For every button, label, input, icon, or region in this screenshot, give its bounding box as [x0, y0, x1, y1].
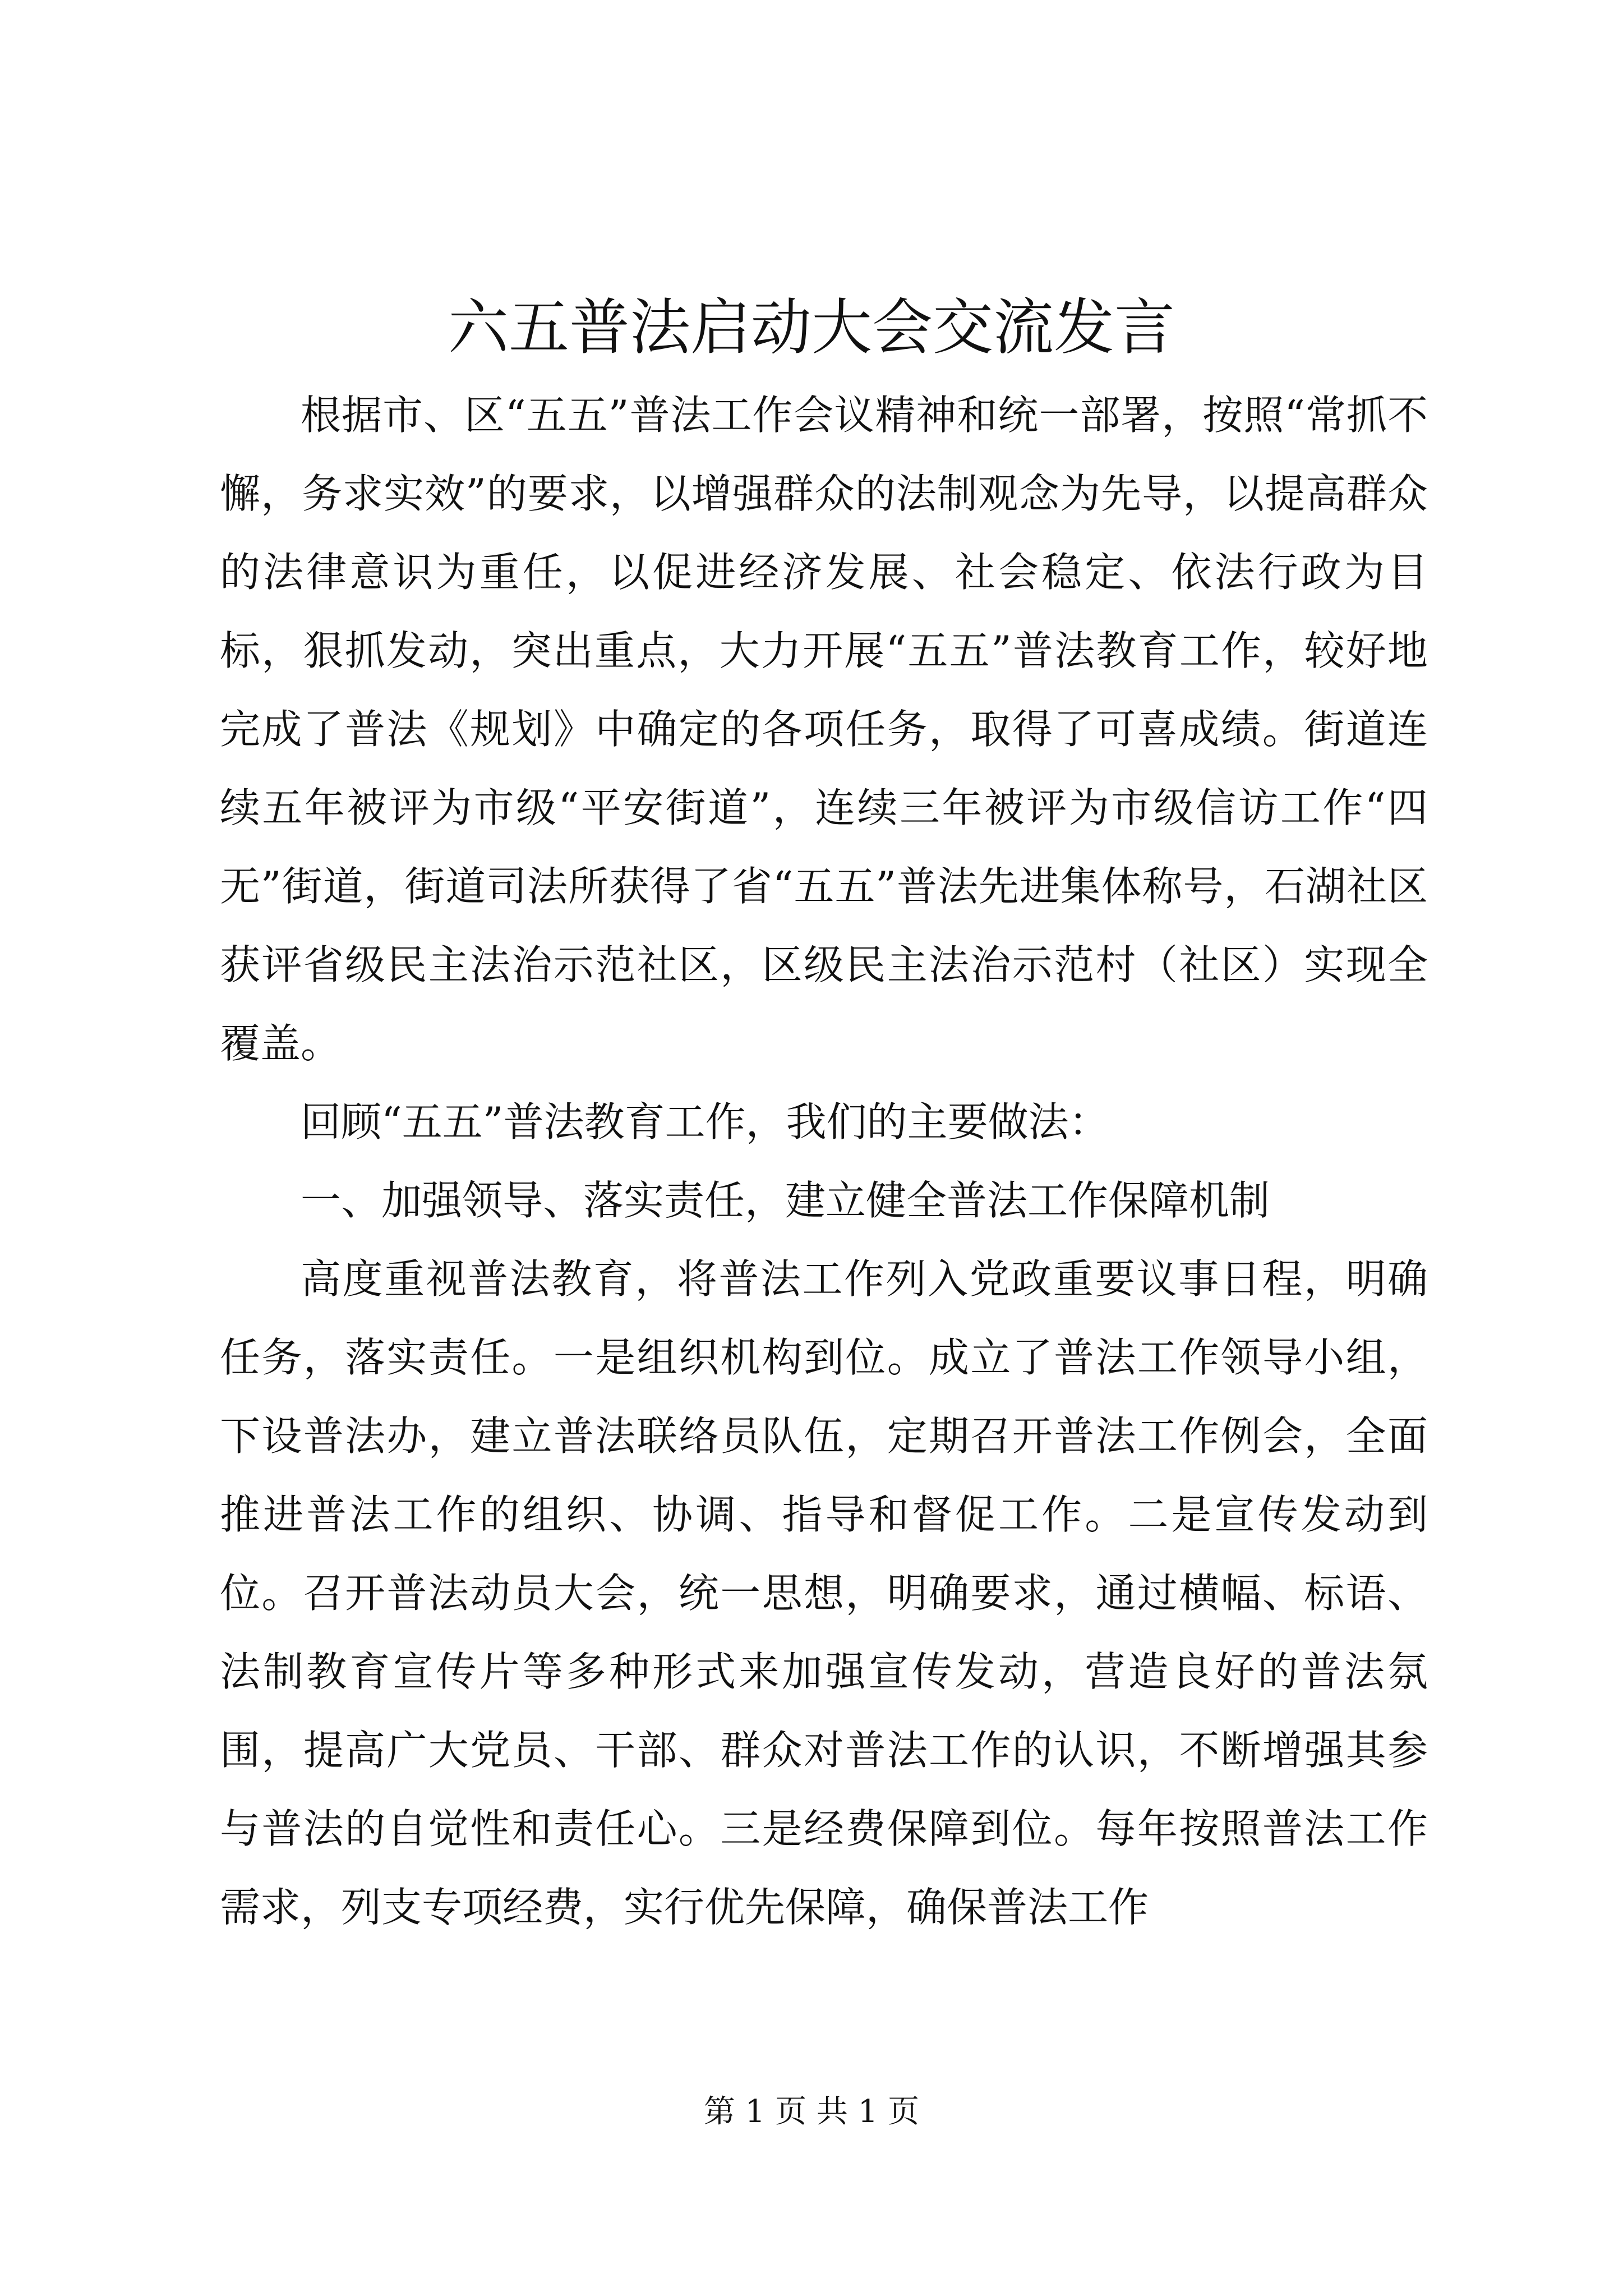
paragraph-review: 回顾“五五”普法教育工作，我们的主要做法： — [301, 1098, 1109, 1145]
page-footer: 第 1 页 共 1 页 — [703, 2093, 920, 2130]
document-title: 六五普法启动大会交流发言 — [448, 293, 1175, 363]
document-body — [220, 376, 1428, 1947]
paragraph-intro: 根据市、区“五五”普法工作会议精神和统一部署，按照“常抓不懈，务求实效”的要求，以增强群众的法制观念为先导，以提高群众的法律意识为重任，以促进经济发展、社会稳定、依法行政为目标，狠抓发动，突出重点，大力开展“五五”普法教育工作，较好地完成了普法《规划》中确定的各项任务，取得了可喜成绩。街道连续五年被评为市级“平安街道”，连续三年被评为市级信访工作“四无”街道，街道司法所获得了省“五五”普法先进集体称号，石湖社区获评省级民主法治示范社区，区级民主法治示范村（社区）实现全覆盖。 — [220, 392, 1428, 1067]
section-heading-1: 一、加强领导、落实责任，建立健全普法工作保障机制 — [301, 1177, 1270, 1224]
paragraph-section-1: 高度重视普法教育，将普法工作列入党政重要议事日程，明确任务，落实责任。一是组织机构到位。成立了普法工作领导小组，下设普法办，建立普法联络员队伍，定期召开普法工作例会，全面推进普法工作的组织、协调、指导和督促工作。二是宣传发动到位。召开普法动员大会，统一思想，明确要求，通过横幅、标语、法制教育宣传片等多种形式来加强宣传发动，营造良好的普法氛围，提高广大党员、干部、群众对普法工作的认识，不断增强其参与普法的自觉性和责任心。三是经费保障到位。每年按照普法工作需求，列支专项经费，实行优先保障，确保普法工作 — [220, 1255, 1428, 1931]
